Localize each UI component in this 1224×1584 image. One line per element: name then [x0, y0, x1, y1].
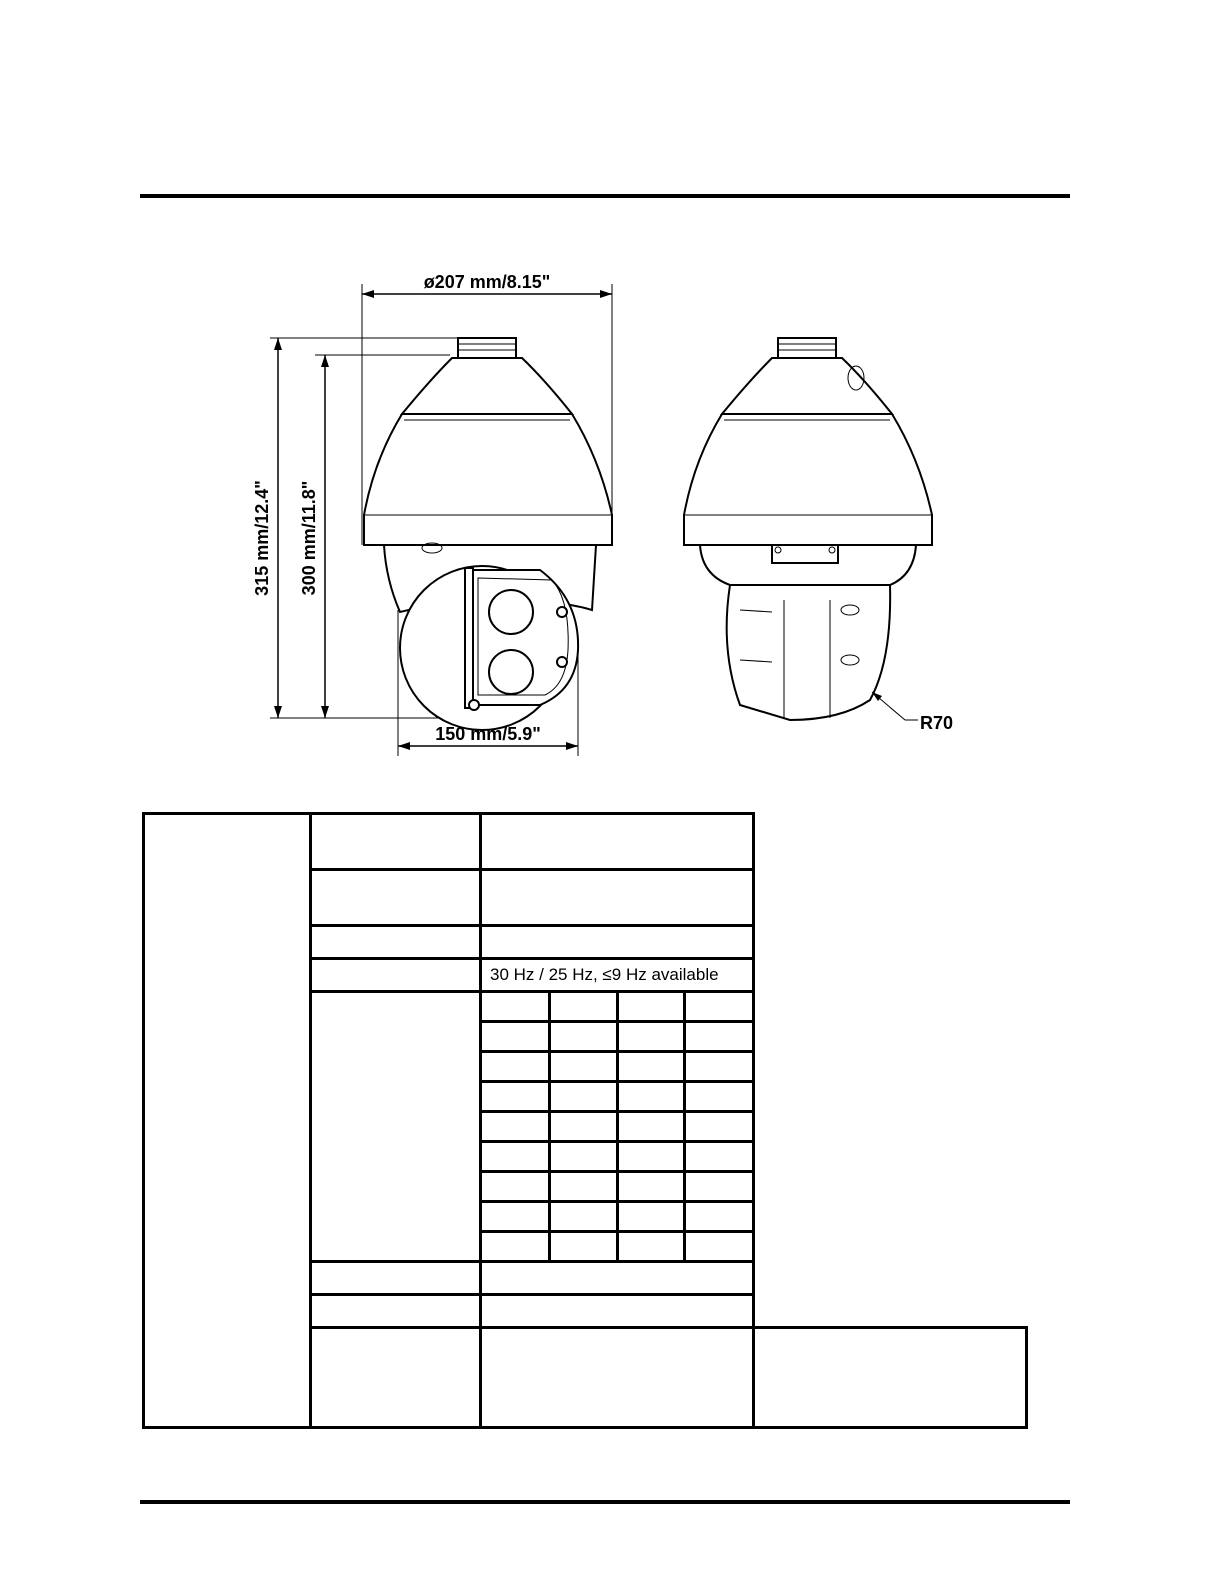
spec-value-cell	[481, 926, 754, 959]
spec-group-cell	[144, 814, 311, 1428]
grid-cell	[482, 993, 550, 1022]
grid-cell	[685, 1022, 753, 1052]
grid-cell	[550, 993, 618, 1022]
spec-value-cell	[481, 814, 754, 870]
grid-cell	[617, 1142, 685, 1172]
dim-height-body-label: 300 mm/11.8"	[299, 480, 319, 596]
spec-label-cell	[311, 959, 481, 992]
grid-cell	[617, 993, 685, 1022]
grid-cell	[685, 1112, 753, 1142]
spec-group-cell	[311, 1328, 481, 1428]
spec-label-cell	[311, 992, 481, 1262]
grid-cell	[617, 1022, 685, 1052]
grid-cell	[685, 1202, 753, 1232]
grid-cell	[685, 1232, 753, 1261]
grid-cell	[685, 1172, 753, 1202]
spec-label-cell	[311, 1295, 481, 1328]
grid-cell	[550, 1202, 618, 1232]
spec-value-cell	[481, 1295, 754, 1328]
grid-cell	[482, 1022, 550, 1052]
grid-cell	[550, 1142, 618, 1172]
grid-cell	[617, 1172, 685, 1202]
spec-value-cell	[481, 870, 754, 926]
spec-table	[142, 812, 1028, 1429]
spec-label-cell	[311, 926, 481, 959]
grid-cell	[617, 1052, 685, 1082]
spec-label-cell	[311, 870, 481, 926]
grid-cell	[482, 1112, 550, 1142]
grid-cell	[482, 1082, 550, 1112]
frame-rate-value: 30 Hz / 25 Hz, ≤9 Hz available	[481, 959, 754, 992]
grid-cell	[550, 1232, 618, 1261]
grid-cell	[482, 1052, 550, 1082]
grid-cell	[685, 993, 753, 1022]
grid-cell	[482, 1172, 550, 1202]
grid-cell	[617, 1082, 685, 1112]
grid-cell	[617, 1112, 685, 1142]
grid-cell	[685, 1052, 753, 1082]
grid-cell	[550, 1082, 618, 1112]
grid-cell	[482, 1202, 550, 1232]
spec-value-cell	[754, 1328, 1027, 1428]
spec-label-cell	[311, 1262, 481, 1295]
dim-diameter-label: ø207 mm/8.15"	[423, 272, 551, 292]
grid-cell	[617, 1232, 685, 1261]
dim-radius-label: R70	[920, 713, 954, 733]
front-view-camera	[252, 272, 612, 756]
spec-label-cell	[311, 814, 481, 870]
grid-cell	[550, 1172, 618, 1202]
dim-height-total-label: 315 mm/12.4"	[252, 480, 272, 596]
resolution-subtable-cell	[481, 992, 754, 1262]
side-view-camera	[684, 338, 953, 733]
bottom-rule	[140, 1500, 1070, 1504]
spec-label-cell	[481, 1328, 754, 1428]
grid-cell	[550, 1112, 618, 1142]
resolution-subtable	[482, 993, 752, 1260]
grid-cell	[482, 1232, 550, 1261]
grid-cell	[550, 1052, 618, 1082]
grid-cell	[685, 1142, 753, 1172]
grid-cell	[617, 1202, 685, 1232]
grid-cell	[685, 1082, 753, 1112]
grid-cell	[482, 1142, 550, 1172]
dim-width-head-label: 150 mm/5.9"	[435, 724, 541, 744]
grid-cell	[550, 1022, 618, 1052]
spec-value-cell	[481, 1262, 754, 1295]
